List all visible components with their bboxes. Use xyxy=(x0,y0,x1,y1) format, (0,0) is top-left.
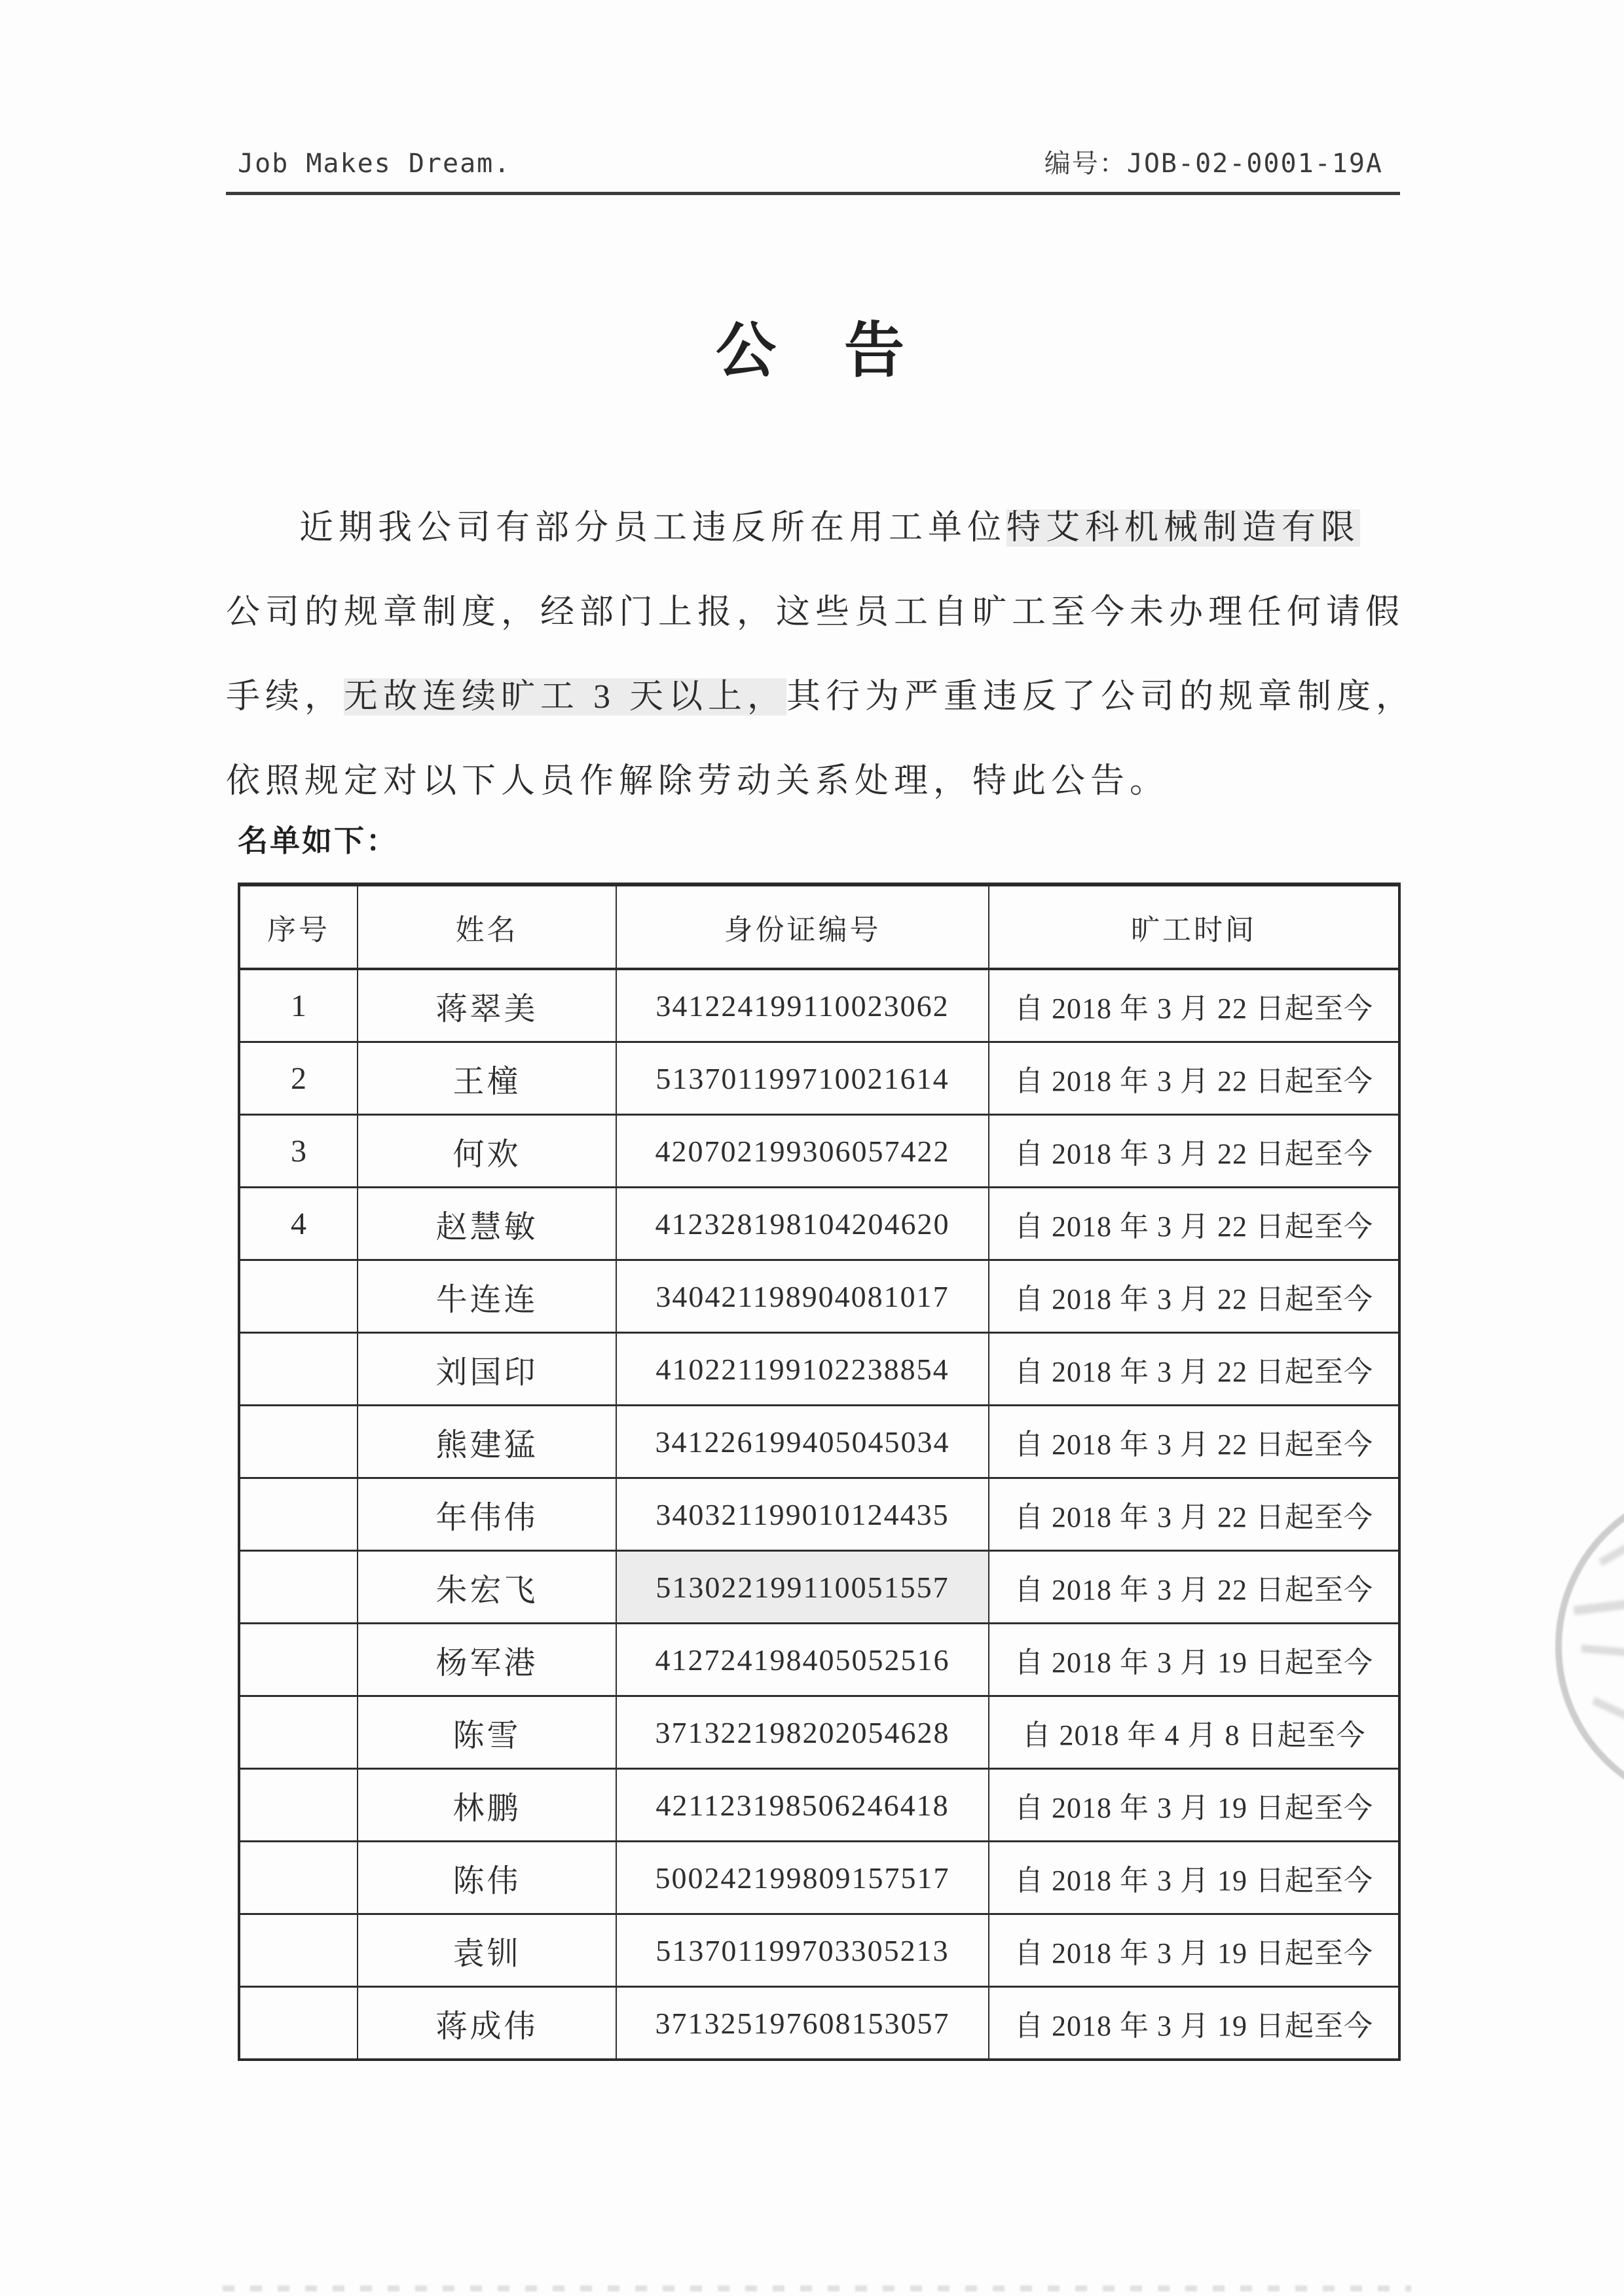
header-slogan: Job Makes Dream. xyxy=(238,149,511,179)
serial-cell xyxy=(239,1914,358,1987)
absence-period-cell: 自 2018 年 3 月 22 日起至今 xyxy=(989,1333,1399,1406)
col-header-serial: 序号 xyxy=(239,884,358,969)
page-header xyxy=(238,143,1383,180)
name-cell: 年伟伟 xyxy=(358,1478,616,1551)
table-row xyxy=(239,1551,1399,1624)
id-number-cell: 500242199809157517 xyxy=(616,1842,989,1914)
absence-period-cell: 自 2018 年 3 月 19 日起至今 xyxy=(989,1842,1399,1914)
paragraph-line xyxy=(226,486,1405,570)
name-cell: 王橦 xyxy=(358,1042,616,1115)
serial-cell xyxy=(239,1987,358,2060)
table-row xyxy=(239,1406,1399,1478)
serial-cell: 4 xyxy=(239,1188,358,1260)
id-number-cell: 410221199102238854 xyxy=(616,1333,989,1406)
announcement-body xyxy=(226,486,1416,824)
id-number-cell: 340321199010124435 xyxy=(616,1478,989,1551)
name-cell: 袁钏 xyxy=(358,1914,616,1987)
header-divider-line xyxy=(226,192,1400,195)
serial-cell: 2 xyxy=(239,1042,358,1115)
absence-period-cell: 自 2018 年 3 月 22 日起至今 xyxy=(989,1188,1399,1260)
seal-mark xyxy=(1598,1540,1624,1566)
name-cell: 刘国印 xyxy=(358,1333,616,1406)
serial-cell xyxy=(239,1333,358,1406)
table-header-row xyxy=(239,884,1399,969)
paragraph-line xyxy=(226,570,1405,655)
serial-cell xyxy=(239,1696,358,1769)
absence-period-cell: 自 2018 年 3 月 22 日起至今 xyxy=(989,1406,1399,1478)
absence-period-cell: 自 2018 年 3 月 22 日起至今 xyxy=(989,969,1399,1042)
table-row xyxy=(239,1696,1399,1769)
id-number-cell: 513701199703305213 xyxy=(616,1914,989,1987)
seal-mark xyxy=(1574,1597,1624,1616)
table-row xyxy=(239,1842,1399,1914)
table-row xyxy=(239,1188,1399,1260)
company-seal-stamp xyxy=(1555,1484,1624,1810)
id-number-cell: 371325197608153057 xyxy=(616,1987,989,2060)
paragraph-line xyxy=(226,655,1416,739)
name-cell: 牛连连 xyxy=(358,1260,616,1333)
absence-period-cell: 自 2018 年 3 月 22 日起至今 xyxy=(989,1042,1399,1115)
name-cell: 熊建猛 xyxy=(358,1406,616,1478)
absence-period-cell: 自 2018 年 3 月 19 日起至今 xyxy=(989,1914,1399,1987)
absence-period-cell: 自 2018 年 3 月 19 日起至今 xyxy=(989,1987,1399,2060)
serial-cell xyxy=(239,1624,358,1696)
id-number-cell: 513022199110051557 xyxy=(616,1551,989,1624)
table-row xyxy=(239,969,1399,1042)
text-segment: 手续， xyxy=(226,678,344,716)
list-label: 名单如下： xyxy=(238,824,398,858)
name-cell: 杨军港 xyxy=(358,1624,616,1696)
absence-period-cell: 自 2018 年 3 月 22 日起至今 xyxy=(989,1115,1399,1188)
table-row xyxy=(239,1042,1399,1115)
footer-scan-artifact xyxy=(223,2286,1411,2291)
absence-period-cell: 自 2018 年 4 月 8 日起至今 xyxy=(989,1696,1399,1769)
name-cell: 何欢 xyxy=(358,1115,616,1188)
absence-period-cell: 自 2018 年 3 月 19 日起至今 xyxy=(989,1624,1399,1696)
table-row xyxy=(239,1624,1399,1696)
absentee-roster-table xyxy=(238,883,1401,2061)
table-row xyxy=(239,1115,1399,1188)
id-number-cell: 420702199306057422 xyxy=(616,1115,989,1188)
highlighted-text-segment: 特艾科机械制造有限 xyxy=(1006,509,1361,547)
serial-cell: 3 xyxy=(239,1115,358,1188)
name-cell: 蒋成伟 xyxy=(358,1987,616,2060)
col-header-id: 身份证编号 xyxy=(616,884,989,969)
col-header-name: 姓名 xyxy=(358,884,616,969)
name-cell: 陈雪 xyxy=(358,1696,616,1769)
serial-cell xyxy=(239,1769,358,1842)
table-row xyxy=(239,1478,1399,1551)
serial-cell: 1 xyxy=(239,969,358,1042)
serial-cell xyxy=(239,1260,358,1333)
text-segment: 其行为严重违反了公司的规章制度， xyxy=(786,678,1416,716)
name-cell: 朱宏飞 xyxy=(358,1551,616,1624)
table-row xyxy=(239,1769,1399,1842)
table-row xyxy=(239,1260,1399,1333)
id-number-cell: 421123198506246418 xyxy=(616,1769,989,1842)
id-number-cell: 412328198104204620 xyxy=(616,1188,989,1260)
id-number-cell: 513701199710021614 xyxy=(616,1042,989,1115)
id-number-cell: 341226199405045034 xyxy=(616,1406,989,1478)
seal-mark xyxy=(1581,1645,1624,1658)
table-row xyxy=(239,1333,1399,1406)
table-row xyxy=(239,1987,1399,2060)
text-segment: 近期我公司有部分员工违反所在用工单位 xyxy=(299,509,1007,547)
serial-cell xyxy=(239,1406,358,1478)
name-cell: 林鹏 xyxy=(358,1769,616,1842)
serial-cell xyxy=(239,1478,358,1551)
col-header-time: 旷工时间 xyxy=(989,884,1399,969)
serial-cell xyxy=(239,1842,358,1914)
absence-period-cell: 自 2018 年 3 月 22 日起至今 xyxy=(989,1478,1399,1551)
absence-period-cell: 自 2018 年 3 月 22 日起至今 xyxy=(989,1551,1399,1624)
text-segment: 依照规定对以下人员作解除劳动关系处理，特此公告。 xyxy=(226,763,1170,800)
id-number-cell: 340421198904081017 xyxy=(616,1260,989,1333)
absence-period-cell: 自 2018 年 3 月 22 日起至今 xyxy=(989,1260,1399,1333)
highlighted-text-segment: 无故连续旷工 3 天以上， xyxy=(344,678,787,716)
name-cell: 赵慧敏 xyxy=(358,1188,616,1260)
text-segment: 公司的规章制度，经部门上报，这些员工自旷工至今未办理任何请假 xyxy=(226,594,1405,631)
name-cell: 陈伟 xyxy=(358,1842,616,1914)
name-cell: 蒋翠美 xyxy=(358,969,616,1042)
seal-mark xyxy=(1592,1697,1624,1723)
page-title: 公 告 xyxy=(715,318,908,384)
paragraph-line xyxy=(226,739,1405,824)
serial-cell xyxy=(239,1551,358,1624)
id-number-cell: 371322198202054628 xyxy=(616,1696,989,1769)
header-doc-number: 编号：JOB-02-0001-19A xyxy=(1044,149,1383,179)
id-number-cell: 341224199110023062 xyxy=(616,969,989,1042)
table-row xyxy=(239,1914,1399,1987)
id-number-cell: 412724198405052516 xyxy=(616,1624,989,1696)
absence-period-cell: 自 2018 年 3 月 19 日起至今 xyxy=(989,1769,1399,1842)
